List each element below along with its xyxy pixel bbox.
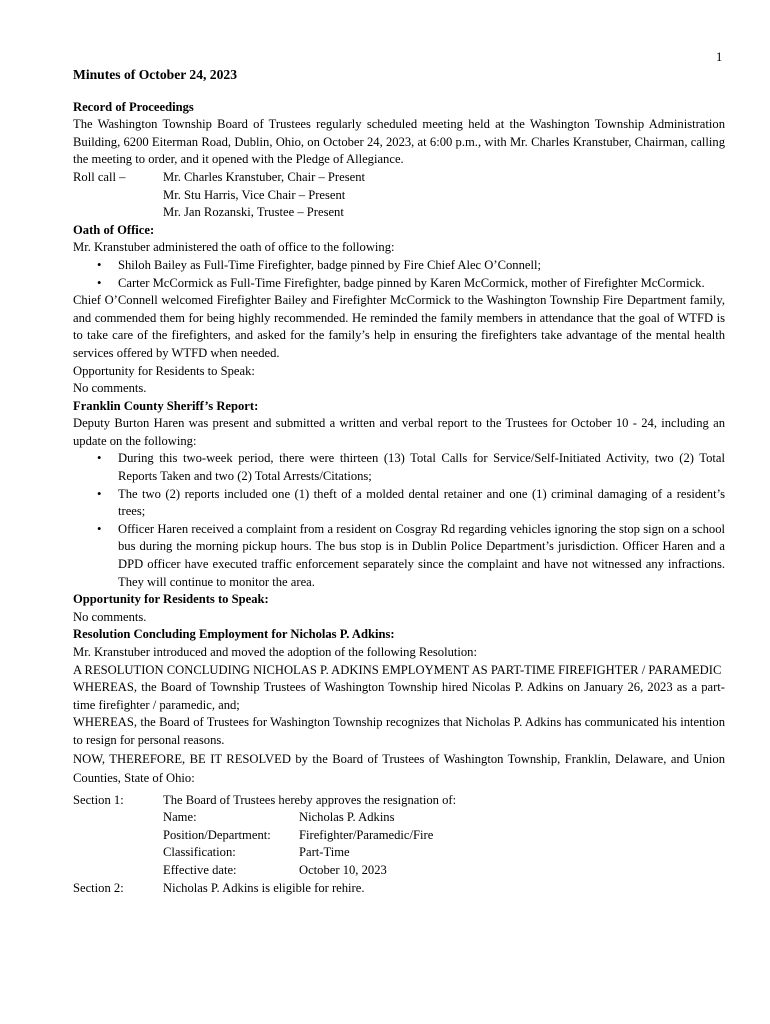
oath-intro: Mr. Kranstuber administered the oath of office to the following: — [73, 240, 395, 255]
sheriff-heading: Franklin County Sheriff’s Report: — [73, 398, 259, 413]
document-title: Minutes of October 24, 2023 — [73, 67, 237, 82]
detail-label: Position/Department: — [163, 827, 271, 842]
section-text: The Board of Trustees hereby approves the resignation of: — [163, 792, 457, 807]
oath-text: Chief O’Connell welcomed Firefighter Bailey and Firefighter McCormick to the Washington Township Fire Department family, and commended them for being highly recommended. He reminded the family members in attendance that the goal of WTFD is to take care of the firefighters, and asked for the family’s help in ensuring the firefighters take advantage of the mental health services offered by WTFD when needed. — [73, 293, 725, 360]
residents-text: No comments. — [73, 381, 147, 396]
detail-label: Name: — [163, 810, 197, 825]
roll-call-label: Roll call – — [73, 169, 126, 184]
list-item: • During this two-week period, there were thirteen (13) Total Calls for Service/Self-Initiated Activity, two (2) Total Reports Taken and two (2) Total Arrests/Citations; — [73, 450, 725, 485]
section-label: Section 2: — [73, 880, 124, 895]
resolution-section-2 — [73, 880, 725, 898]
resolution-whereas-2: WHEREAS, the Board of Trustees for Washington Township recognizes that Nicholas P. Adkins has communicated his intention to resign for personal reasons. — [73, 715, 725, 747]
detail-label: Effective date: — [163, 862, 237, 877]
section-label: Section 1: — [73, 792, 124, 807]
detail-row — [163, 809, 725, 827]
detail-row — [163, 827, 725, 845]
resignation-details — [163, 809, 725, 879]
detail-value: Nicholas P. Adkins — [299, 810, 395, 825]
detail-value: Part-Time — [299, 845, 350, 860]
detail-row — [163, 862, 725, 880]
list-item: • Carter McCormick as Full-Time Firefighter, badge pinned by Karen McCormick, mother of Firefighter McCormick. — [73, 275, 725, 293]
resolution-title: A RESOLUTION CONCLUDING NICHOLAS P. ADKINS EMPLOYMENT AS PART-TIME FIREFIGHTER / PARAMEDIC — [73, 662, 722, 677]
section-text: Nicholas P. Adkins is eligible for rehire. — [163, 880, 365, 895]
detail-value: Firefighter/Paramedic/Fire — [299, 827, 434, 842]
oath-heading: Oath of Office: — [73, 222, 155, 237]
list-item: • The two (2) reports included one (1) theft of a molded dental retainer and one (1) criminal damaging of a resident’s trees; — [73, 486, 725, 521]
roll-call — [73, 169, 725, 222]
resolution-intro: Mr. Kranstuber introduced and moved the adoption of the following Resolution: — [73, 645, 477, 659]
roll-call-entry: Mr. Charles Kranstuber, Chair – Present — [163, 169, 366, 184]
sheriff-intro: Deputy Burton Haren was present and submitted a written and verbal report to the Trustees for October 10 - 24, including an update on the following: — [73, 416, 725, 448]
resolution-resolved: NOW, THEREFORE, BE IT RESOLVED by the Board of Trustees of Washington Township, Franklin, Delaware, and Union Counties, State of Ohio: — [73, 751, 725, 786]
record-text: The Washington Township Board of Trustees regularly scheduled meeting held at the Washington Township Administration Building, 6200 Eiterman Road, Dublin, Ohio, on October 24, 2023, at 6:00 p.m., with Mr. Charles Kranstuber, Chairman, calling the meeting to order, and it opened with the Pledge of Allegiance. — [73, 117, 725, 167]
sheriff-list — [73, 450, 725, 591]
minutes-document — [73, 66, 725, 897]
detail-value: October 10, 2023 — [299, 862, 387, 877]
list-item: • Officer Haren received a complaint from a resident on Cosgray Rd regarding vehicles ignoring the stop sign on a school bus during the morning pickup hours. The bus stop is in Dublin Police Department’s jurisdiction. Officer Haren and a DPD officer have executed traffic enforcement separately since the complaint and have not witnessed any infractions. They will continue to monitor the area. — [73, 521, 725, 591]
roll-call-entry: Mr. Stu Harris, Vice Chair – Present — [163, 187, 346, 202]
residents-label: Opportunity for Residents to Speak: — [73, 363, 255, 378]
detail-row — [163, 844, 725, 862]
record-heading: Record of Proceedings — [73, 99, 194, 114]
page-number: 1 — [716, 50, 723, 64]
detail-label: Classification: — [163, 845, 236, 860]
roll-call-entry: Mr. Jan Rozanski, Trustee – Present — [163, 205, 344, 220]
resolution-whereas-1: WHEREAS, the Board of Township Trustees of Washington Township hired Nicolas P. Adkins on January 26, 2023 as a part-time firefighter / paramedic, and; — [73, 680, 725, 712]
residents-text: No comments. — [73, 609, 147, 624]
oath-list — [73, 257, 725, 292]
residents-heading: Opportunity for Residents to Speak: — [73, 592, 269, 607]
resolution-heading: Resolution Concluding Employment for Nicholas P. Adkins: — [73, 627, 395, 642]
resolution-section-1 — [73, 792, 725, 810]
list-item: • Shiloh Bailey as Full-Time Firefighter, badge pinned by Fire Chief Alec O’Connell; — [73, 257, 725, 275]
